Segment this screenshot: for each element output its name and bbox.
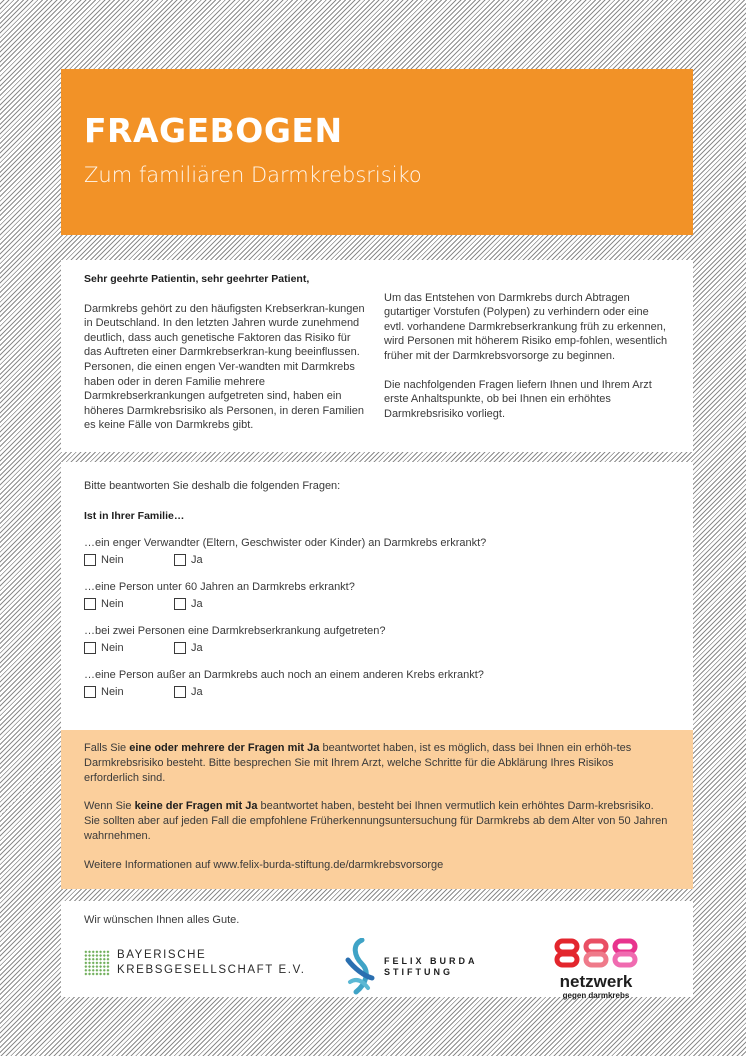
- checkbox-yes[interactable]: [174, 686, 186, 698]
- intro-left-paragraph: Darmkrebs gehört zu den häufigsten Krebserkran-kungen in Deutschland. In den letzten Jahren wurde zunehmend deutlich, dass auch genetische Faktoren das Risiko für das Auftreten einer Darmkrebserkran-kung beeinflussen. Personen, die einen engen Ver-wandten mit Darmkrebs haben oder in deren Familie mehrere Darmkrebserkrankungen aufgetreten sind, haben ein höheres Darmkrebsrisiko als Personen, in deren Familien es keine Fälle von Darmkrebs gibt.: [84, 302, 365, 432]
- answer-options: [84, 553, 670, 568]
- partner-logos: [84, 926, 670, 1000]
- netzwerk-gegen-darmkrebs-logo: [551, 938, 641, 1000]
- question-text: …ein enger Verwandter (Eltern, Geschwister oder Kinder) an Darmkrebs erkrankt?: [84, 537, 487, 549]
- question-group-title: Ist in Ihrer Familie…: [84, 509, 185, 522]
- answer-yes[interactable]: [174, 641, 264, 656]
- question-4: [84, 668, 670, 699]
- checkbox-yes[interactable]: [174, 598, 186, 610]
- ribbon-figure-icon: [342, 938, 376, 996]
- burda-line-1: FELIX BURDA: [384, 956, 478, 966]
- checkbox-no[interactable]: [84, 554, 96, 566]
- question-3: [84, 624, 670, 655]
- answer-yes-label: Ja: [191, 553, 203, 566]
- document-title: FRAGEBOGEN: [84, 111, 343, 150]
- advice-paragraph-no: [84, 799, 670, 843]
- bkg-line-2: KREBSGESELLSCHAFT E.V.: [117, 964, 306, 976]
- answer-yes[interactable]: [174, 553, 264, 568]
- advice-paragraph-yes: [84, 741, 670, 785]
- answer-yes[interactable]: [174, 597, 264, 612]
- advice-text: Falls Sie: [84, 742, 130, 754]
- burda-logo-text: [384, 956, 478, 978]
- bayerische-krebsgesellschaft-logo: [84, 948, 306, 978]
- intro-columns: [84, 291, 670, 433]
- answer-no[interactable]: [84, 597, 174, 612]
- dot-grid-icon: [84, 950, 110, 976]
- checkbox-yes[interactable]: [174, 642, 186, 654]
- question-text: …bei zwei Personen eine Darmkrebserkrankung aufgetreten?: [84, 625, 386, 637]
- answer-no-label: Nein: [101, 553, 124, 566]
- intro-right-paragraph-2: Die nachfolgenden Fragen liefern Ihnen und Ihrem Arzt erste Anhaltspunkte, ob bei Ihnen ein erhöhtes Darmkrebsrisiko vorliegt.: [384, 378, 652, 420]
- answer-no[interactable]: [84, 641, 174, 656]
- checkbox-no[interactable]: [84, 686, 96, 698]
- question-1: [84, 536, 670, 567]
- checkbox-yes[interactable]: [174, 554, 186, 566]
- intro-right-paragraph-1: Um das Entstehen von Darmkrebs durch Abtragen gutartiger Vorstufen (Polypen) zu verhindern oder eine evtl. vorhandene Darmkrebserkrankung früh zu erkennen, wird Personen mit höherem Risiko emp-fohlen, wesentlich früher mit der Darmkrebsvorsorge zu beginnen.: [384, 291, 668, 362]
- advice-section: [61, 730, 693, 889]
- question-2: [84, 580, 670, 611]
- answer-no-label: Nein: [101, 597, 124, 610]
- answer-no-label: Nein: [101, 685, 124, 698]
- netzwerk-subline: gegen darmkrebs: [562, 991, 630, 1000]
- more-info-link-text: Weitere Informationen auf www.felix-burda-stiftung.de/darmkrebsvorsorge: [84, 858, 444, 871]
- questionnaire-section: [61, 462, 693, 730]
- advice-text: beantwortet haben, besteht bei Ihnen vermutlich kein erhöhtes Darm-krebsrisiko. Sie sollten aber auf jeden Fall die empfohlene Früherkennungsuntersuchung für Darmkrebs ab dem Alter von 50 Jahren wahrnehmen.: [84, 800, 668, 842]
- question-text: …eine Person unter 60 Jahren an Darmkrebs erkrankt?: [84, 581, 355, 593]
- answer-no[interactable]: [84, 685, 174, 700]
- advice-text: Wenn Sie: [84, 800, 135, 813]
- advice-text: beantwortet haben, ist es möglich, dass bei Ihnen ein erhöh-tes Darmkrebsrisiko besteht. Bitte besprechen Sie mit Ihrem Arzt, welche Schritte für die Abklärung Ihres Risikos erforderlich sind.: [84, 742, 632, 784]
- answer-options: [84, 597, 670, 612]
- header-banner: [61, 69, 693, 235]
- intro-section: [61, 260, 693, 452]
- question-text: …eine Person außer an Darmkrebs auch noch an einem anderen Krebs erkrankt?: [84, 669, 484, 681]
- greeting: Sehr geehrte Patientin, sehr geehrter Patient,: [84, 273, 310, 285]
- checkbox-no[interactable]: [84, 642, 96, 654]
- answer-yes-label: Ja: [191, 597, 203, 610]
- bkg-logo-text: [117, 948, 306, 978]
- checkbox-no[interactable]: [84, 598, 96, 610]
- advice-emphasis: eine oder mehrere der Fragen mit Ja: [129, 742, 320, 754]
- closing-wish: Wir wünschen Ihnen alles Gute.: [84, 914, 240, 926]
- answer-options: [84, 641, 670, 656]
- bkg-line-1: BAYERISCHE: [117, 949, 207, 961]
- intro-right-column: [384, 291, 670, 433]
- footer-section: [61, 901, 693, 1000]
- answer-yes-label: Ja: [191, 685, 203, 698]
- advice-emphasis: keine der Fragen mit Ja: [134, 800, 258, 813]
- burda-line-2: STIFTUNG: [384, 967, 453, 977]
- questionnaire-lead: Bitte beantworten Sie deshalb die folgenden Fragen:: [84, 480, 341, 492]
- felix-burda-stiftung-logo: [342, 938, 478, 996]
- answer-no[interactable]: [84, 553, 174, 568]
- answer-no-label: Nein: [101, 641, 124, 654]
- answer-yes[interactable]: [174, 685, 264, 700]
- answer-yes-label: Ja: [191, 641, 203, 654]
- document-subtitle: Zum familiären Darmkrebsrisiko: [84, 163, 422, 187]
- netzwerk-word: netzwerk: [559, 972, 633, 991]
- answer-options: [84, 685, 670, 700]
- colored-links-icon: [554, 938, 638, 968]
